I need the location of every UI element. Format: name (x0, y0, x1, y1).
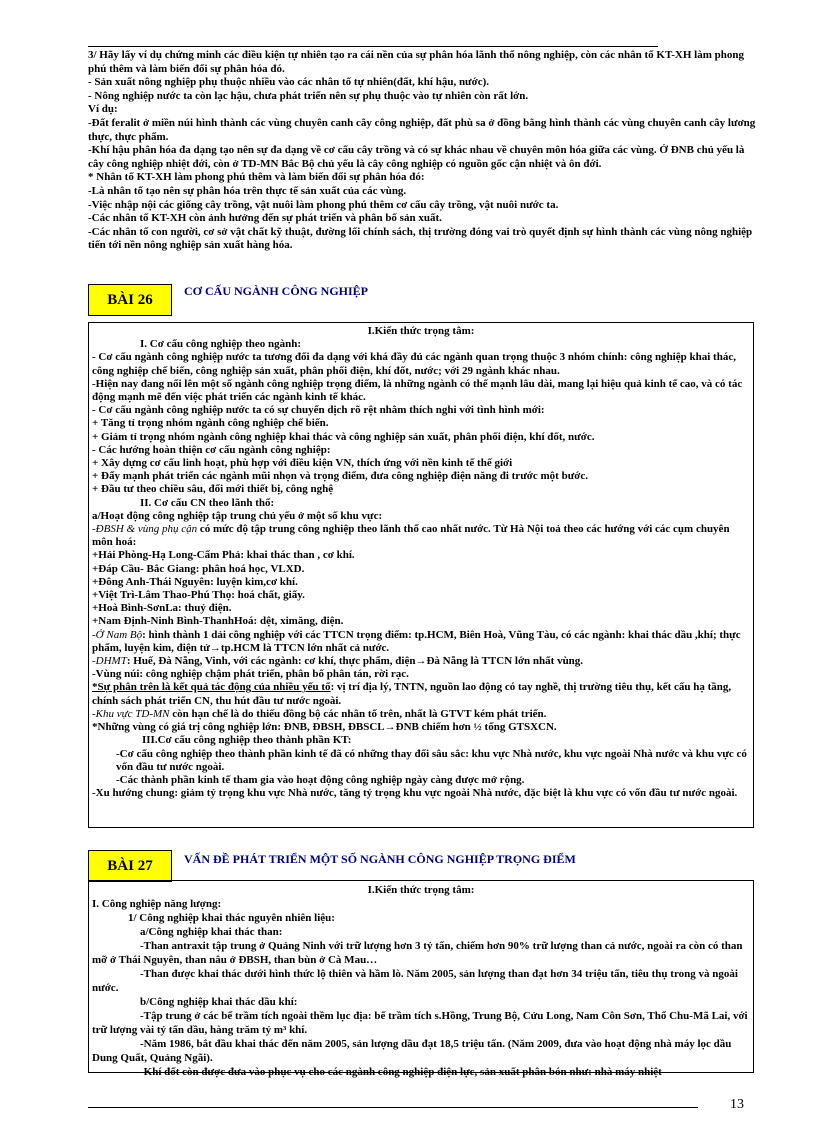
lesson-title-26: CƠ CẤU NGÀNH CÔNG NGHIỆP (184, 284, 369, 298)
lesson-26-box (88, 322, 754, 828)
subheading: b/Công nghiệp khai thác dầu khí: (140, 996, 298, 1008)
text-line: a/Hoạt động công nghiệp tập trung chủ yếu ở một số khu vực: (92, 509, 383, 522)
text-line: +Nam Định-Ninh Bình-ThanhHoá: dệt, ximăng, điện. (92, 615, 344, 628)
region-name: -DHMT (92, 655, 127, 668)
text-line (92, 629, 750, 655)
subheading: III.Cơ cấu công nghiệp theo thành phần KT: (142, 734, 352, 747)
subheading: II. Cơ cấu CN theo lãnh thổ: (140, 496, 275, 509)
text-line: +Đáp Cầu- Bắc Giang: phân hoá học, VLXD. (92, 562, 305, 575)
text-line: -Xu hướng chung: giảm tỷ trọng khu vực Nhà nước, tăng tỷ trọng khu vực ngoài Nhà nước, đặc biệt là khu vực có vốn đầu tư nước ngoài. (92, 787, 738, 800)
text-line: -Than được khai thác dưới hình thức lộ thiên và hầm lò. Năm 2005, sản lượng than đạt hơn 34 triệu tấn, tiêu thụ trong và ngoài nước. (92, 968, 738, 994)
text-line: *Những vùng có giá trị công nghiệp lớn: ĐNB, ĐBSH, ĐBSCL→ĐNB chiếm hơn ½ tổng GTSXCN. (92, 721, 557, 734)
text-line (92, 655, 750, 668)
text-line: - Cơ cấu ngành công nghiệp nước ta tương đối đa dạng với khá đầy đủ các ngành quan trọng thuộc 3 nhóm chính: công nghiệp khai thác, công nghiệp chế biến, công nghiệp sản xuất, phân phối điện, khí đốt, nước; với 29 ngành khác nhau. (92, 351, 736, 377)
subheading: 1/ Công nghiệp khai thác nguyên nhiên liệu: (128, 912, 335, 924)
text-span: : vị trí địa lý, TNTN, nguồn lao động có tay nghề, thị trường tiêu thụ, kết cấu hạ tầng, chính sách phát triển CN, thu hút đầu tư nước ngoài. (92, 681, 732, 707)
section-heading: I.Kiến thức trọng tâm: (367, 325, 475, 337)
intro-line: Ví dụ: (88, 103, 118, 116)
text-line (92, 523, 750, 549)
text-line: -Khí đốt còn được đưa vào phục vụ cho các ngành công nghiệp điện lực, sản xuất phân bón như: nhà máy nhiệt (140, 1066, 662, 1078)
intro-line: -Khí hậu phân hóa đa dạng tạo nên sự đa dạng về cơ cấu cây trồng và có sự khác nhau về chuyên môn hóa giữa các vùng. Ở ĐNB chủ yếu là cây công nghiệp nhiệt đới, còn ở TD-MN Bắc Bộ chủ yếu là cây công nghiệp có nguồn gốc cận nhiệt và ôn đới. (88, 144, 745, 170)
section-heading: I.Kiến thức trọng tâm: (367, 884, 475, 896)
subheading: I. Công nghiệp năng lượng: (92, 898, 222, 910)
text-span: : hình thành 1 dải công nghiệp với các TTCN trọng điểm: tp.HCM, Biên Hoà, Vũng Tàu, có các ngành: khai thác dầu ,khí; thực phẩm, luyện kim, điện tử→tp.HCM là TTCN lớn nhất cả nước. (92, 628, 741, 654)
lesson-title-27: VẤN ĐỀ PHÁT TRIỂN MỘT SỐ NGÀNH CÔNG NGHIỆP TRỌNG ĐIỂM (184, 852, 576, 866)
intro-line: - Sản xuất nông nghiệp phụ thuộc nhiều vào các nhân tố tự nhiên(đất, khí hậu, nước). (88, 76, 490, 89)
underlined-text: *Sự phân trên là kết quả tác động của nhiều yếu tố (92, 681, 331, 694)
text-span: có mức độ tập trung công nghiệp theo lãnh thổ cao nhất nước. Từ Hà Nội toả theo các hướng với các cụm chuyên môn hoá: (92, 523, 730, 549)
text-span: còn hạn chế là do thiếu đồng bộ các nhân tố trên, nhất là GTVT kém phát triển. (169, 707, 547, 720)
text-line: -Các thành phần kinh tế tham gia vào hoạt động công nghiệp ngày càng được mở rộng. (116, 773, 525, 786)
top-rule (88, 46, 658, 47)
footer-rule (88, 1107, 698, 1108)
text-line: -Tập trung ở các bể trầm tích ngoài thềm lục địa: bể trầm tích s.Hồng, Trung Bộ, Cửu Long, Nam Côn Sơn, Thổ Chu-Mã Lai, với trữ lượng vài tỷ tấn dầu, hàng trăm tỷ m³ khí. (92, 1010, 748, 1036)
intro-line: -Các nhân tố KT-XH còn ảnh hưởng đến sự phát triển và phân bố sản xuất. (88, 212, 442, 225)
text-line (92, 708, 750, 721)
page-number: 13 (730, 1097, 744, 1112)
text-line: +Hải Phòng-Hạ Long-Cẩm Phả: khai thác than , cơ khí. (92, 549, 355, 562)
lesson-badge-26: BÀI 26 (88, 284, 172, 316)
intro-line: - Nông nghiệp nước ta còn lạc hậu, chưa phát triển nên sự phụ thuộc vào tự nhiên còn rất lớn. (88, 89, 529, 102)
intro-line: 3/ Hãy lấy ví dụ chứng minh các điều kiện tự nhiên tạo ra cái nền của sự phân hóa lãnh thổ nông nghiệp, còn các nhân tố KT-XH làm phong phú thêm và làm biến đổi sự phân hóa đó. (88, 49, 745, 75)
intro-section (88, 49, 756, 253)
intro-line: -Các nhân tố con người, cơ sở vật chất kỹ thuật, đường lối chính sách, thị trường đóng vai trò quyết định sự hình thành các vùng nông nghiệp tiến tới nền nông nghiệp sản xuất hàng hóa. (88, 225, 753, 252)
text-line: -Vùng núi: công nghiệp chậm phát triển, phân bố phân tán, rời rạc. (92, 668, 409, 681)
text-span: : Huế, Đà Nẵng, Vinh, với các ngành: cơ khí, thực phẩm, điện→Đà Nẵng là TTCN lớn nhất vùng. (126, 655, 584, 668)
text-line: -Cơ cấu công nghiệp theo thành phần kinh tế đã có những thay đổi sâu sắc: khu vực Nhà nước, khu vực ngoài Nhà nước và khu vực có vốn đầu tư nước ngoài. (116, 747, 747, 773)
intro-line: -Là nhân tố tạo nên sự phân hóa trên thực tế sản xuất của các vùng. (88, 184, 407, 197)
text-line: - Cơ cấu ngành công nghiệp nước ta có sự chuyển dịch rõ rệt nhằm thích nghi với tình hình mới: (92, 404, 545, 417)
text-line: -Hiện nay đang nổi lên một số ngành công nghiệp trọng điểm, là những ngành có thế mạnh lâu dài, mang lại hiệu quả kinh tế cao, và có tác động mạnh mẽ đến việc phát triển các ngành kinh tế khác. (92, 377, 743, 404)
lesson-27-box (88, 880, 754, 1078)
lesson-badge-27: BÀI 27 (88, 850, 172, 882)
region-name: -Khu vực TD-MN (92, 707, 170, 720)
text-line: +Việt Trì-Lâm Thao-Phú Thọ: hoá chất, giấy. (92, 589, 305, 602)
region-name: -ĐBSH & vùng phụ cận (92, 523, 198, 536)
region-name: -Ở Nam Bộ (92, 628, 143, 641)
text-line (92, 681, 750, 707)
text-line: + Xây dựng cơ cấu linh hoạt, phù hợp với điều kiện VN, thích ứng với nền kinh tế thế giới (92, 457, 513, 470)
text-line: +Đông Anh-Thái Nguyên: luyện kim,cơ khí. (92, 575, 298, 588)
intro-line: -Việc nhập nội các giống cây trồng, vật nuôi làm phong phú thêm cơ cấu cây trồng, vật nuôi nước ta. (88, 198, 559, 211)
subheading: I. Cơ cấu công nghiệp theo ngành: (140, 338, 302, 351)
intro-line: * Nhân tố KT-XH làm phong phú thêm và làm biến đổi sự phân hóa đó: (88, 171, 425, 184)
intro-line: -Đất feralit ở miền núi hình thành các vùng chuyên canh cây công nghiệp, đất phù sa ở đồng bằng hình thành các vùng chuyên canh cây lương thực, thực phẩm. (88, 116, 756, 143)
text-line: + Đẩy mạnh phát triển các ngành mũi nhọn và trọng điểm, đưa công nghiệp điện năng đi trước một bước. (92, 470, 589, 483)
text-line: - Các hướng hoàn thiện cơ cấu ngành công nghiệp: (92, 443, 331, 456)
subheading: a/Công nghiệp khai thác than: (140, 926, 283, 938)
text-line: -Năm 1986, bắt đầu khai thác đến năm 2005, sản lượng dầu đạt 18,5 triệu tấn. (Năm 2009, đưa vào hoạt động nhà máy lọc dầu Dung Quất, Quảng Ngãi). (92, 1038, 732, 1064)
text-line: + Đầu tư theo chiều sâu, đổi mới thiết bị, công nghệ (92, 483, 334, 496)
text-line: + Giảm tỉ trọng nhóm ngành công nghiệp khai thác và công nghiệp sản xuất, phân phối điện, khí đốt, nước. (92, 430, 595, 443)
text-line: + Tăng tỉ trọng nhóm ngành công nghiệp chế biến. (92, 417, 329, 430)
text-line: +Hoà Bình-SơnLa: thuỷ điện. (92, 602, 232, 615)
text-line: -Than antraxit tập trung ở Quảng Ninh với trữ lượng hơn 3 tỷ tấn, chiếm hơn 90% trữ lượng than cả nước, ngoài ra còn có than mỡ ở Thái Nguyên, than nâu ở ĐBSH, than bùn ở Cà Mau… (92, 940, 743, 966)
